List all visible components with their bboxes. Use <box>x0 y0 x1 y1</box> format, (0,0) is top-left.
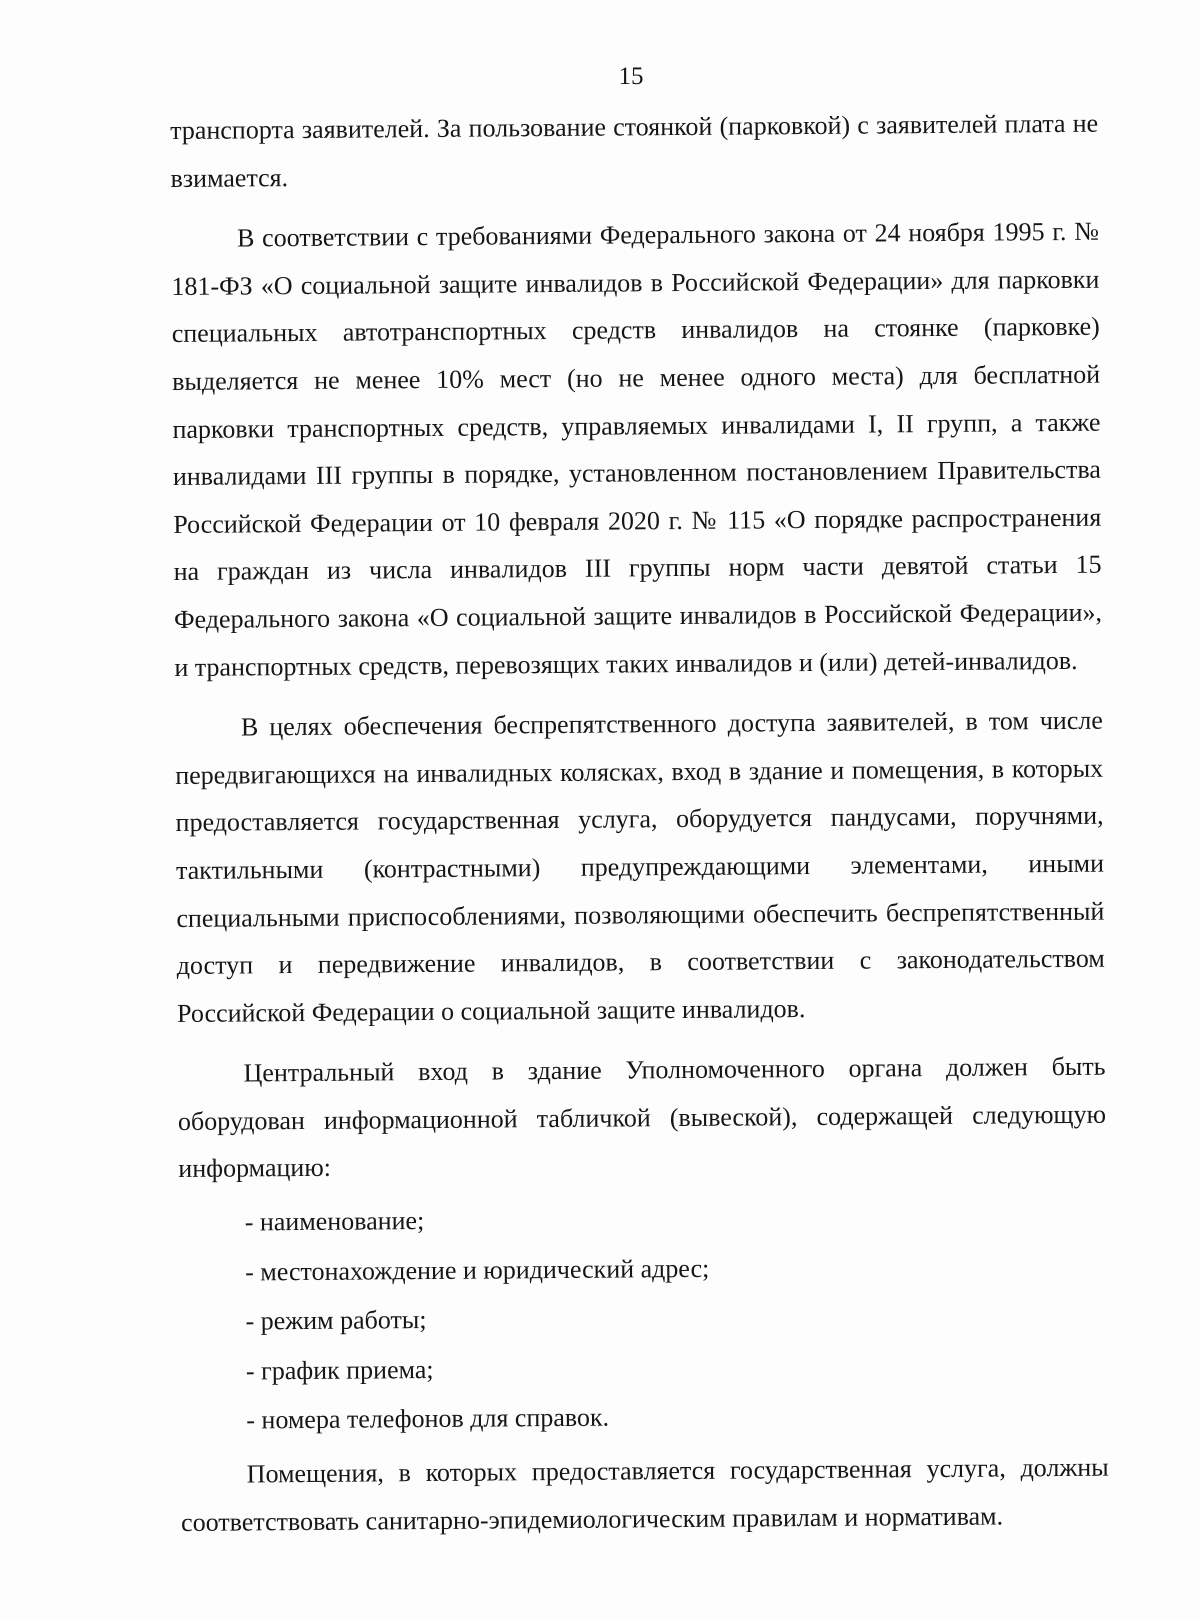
sign-item-reception-schedule: - график приема; <box>245 1354 434 1386</box>
paragraph-sanitary-rules: Помещения, в которых предоставляется государственная услуга, должны соответствовать санитарно-эпидемиологическим правилам и нормативам. <box>181 1452 1109 1537</box>
paragraph-parking-fee: транспорта заявителей. За пользование стоянкой (парковкой) с заявителей плата не взимается. <box>170 108 1099 193</box>
page-number: 15 <box>618 63 644 90</box>
paragraph-entrance-sign: Центральный вход в здание Уполномоченного органа должен быть оборудован информационной табличкой (вывеской), содержащей следующую информацию: <box>177 1051 1107 1184</box>
sign-item-work-hours: - режим работы; <box>245 1305 427 1336</box>
sign-item-phone-numbers: - номера телефонов для справок. <box>246 1403 610 1435</box>
paragraph-accessibility: В целях обеспечения беспрепятственного доступа заявителей, в том числе передвигающихся на инвалидных колясках, вход в здание и помещения, в которых предоставляется государственная услуга, оборудуется пандусами, поручнями, тактильными (контрастными) предупреждающими элементами, иными специальными приспособлениями, позволяющими обеспечить беспрепятственный доступ и передвижение инвалидов, в соответствии с законодательством Российской Федерации о социальной защите инвалидов. <box>175 705 1105 1028</box>
document-body <box>170 100 1109 1546</box>
sign-item-name: - наименование; <box>244 1206 425 1237</box>
paragraph-disabled-parking: В соответствии с требованиями Федерального закона от 24 ноября 1995 г. № 181-ФЗ «О социальной защите инвалидов в Российской Федерации» для парковки специальных автотранспортных средств инвалидов на стоянке (парковке) выделяется не менее 10% мест (но не менее одного места) для бесплатной парковки транспортных средств, управляемых инвалидами I, II групп, а также инвалидами III группы в порядке, установленном постановлением Правительства Российской Федерации от 10 февраля 2020 г. № 115 «О порядке распространения на граждан из числа инвалидов III группы норм части девятой статьи 15 Федерального закона «О социальной защите инвалидов в Российской Федерации», и транспортных средств, перевозящих таких инвалидов и (или) детей-инвалидов. <box>171 216 1103 682</box>
sign-item-address: - местонахождение и юридический адрес; <box>245 1253 710 1287</box>
